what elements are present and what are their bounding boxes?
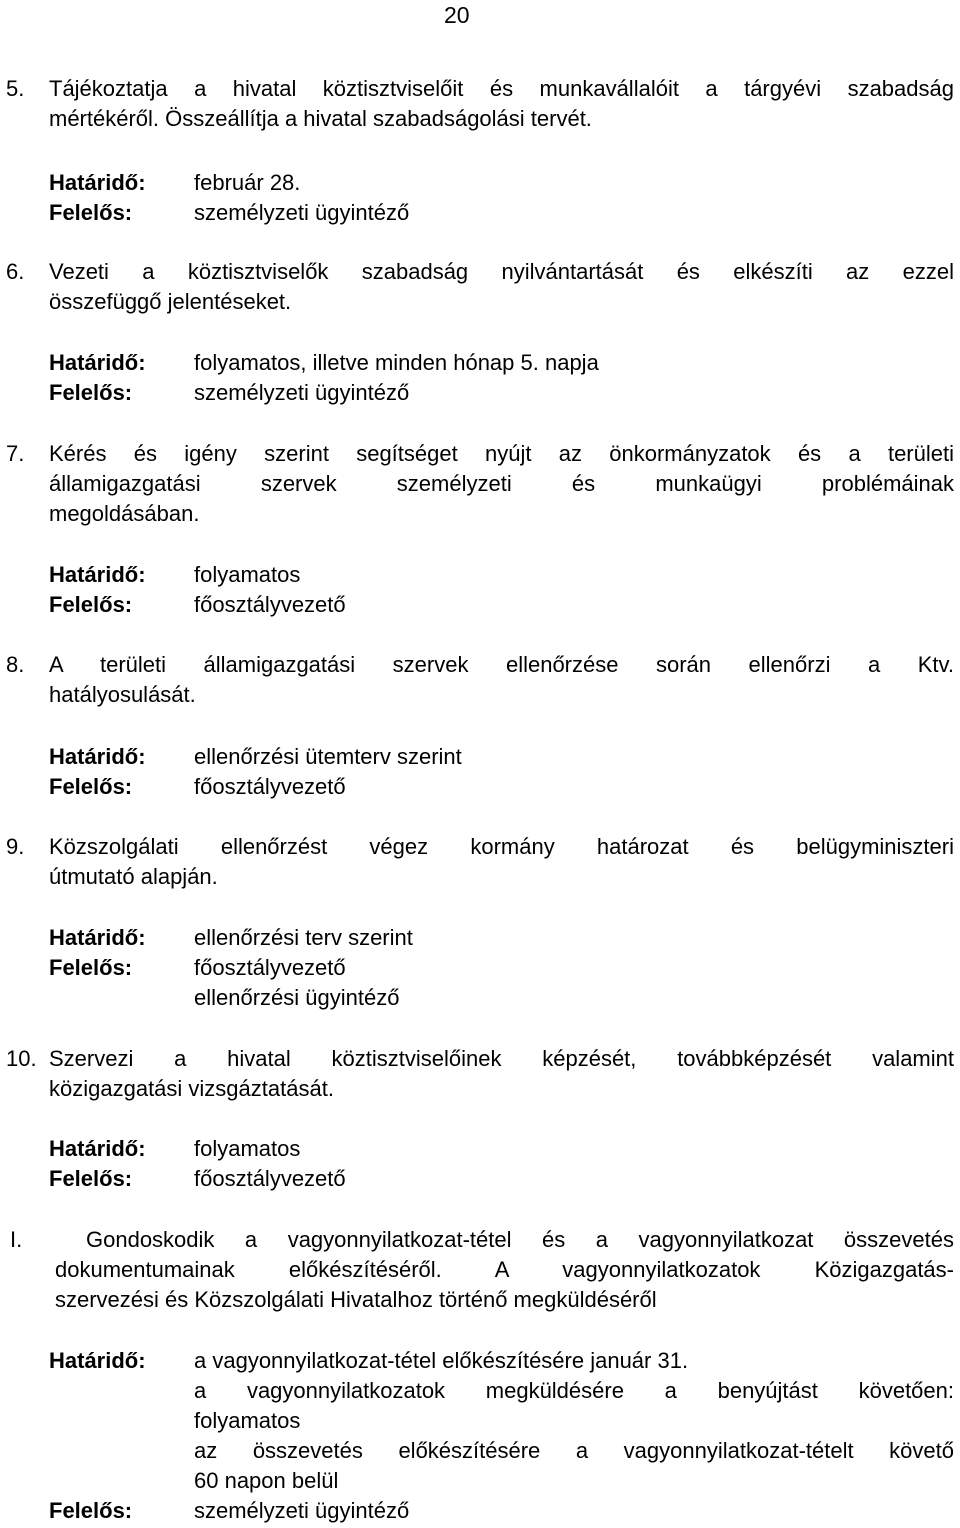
text-line: Szervezi a hivatal köztisztviselőinek képzését, továbbképzését valamint xyxy=(49,1046,954,1071)
text-line: dokumentumainak előkészítéséről. A vagyonnyilatkozatok Közigazgatás- xyxy=(55,1257,954,1282)
deadline-value: a vagyonnyilatkozatok megküldésére a benyújtást követően: xyxy=(194,1378,954,1403)
list-item xyxy=(6,1225,954,1315)
text-line: közigazgatási vizsgáztatását. xyxy=(49,1076,334,1101)
item-text xyxy=(49,832,954,892)
deadline-block xyxy=(49,560,954,620)
text-line: Kérés és igény szerint segítséget nyújt az önkormányzatok és a területi xyxy=(49,441,954,466)
deadline-value: folyamatos xyxy=(194,1408,301,1433)
item-number: 7. xyxy=(6,441,25,466)
list-item xyxy=(6,257,954,317)
text-line: összefüggő jelentéseket. xyxy=(49,289,292,314)
deadline-value: az összevetés előkészítésére a vagyonnyilatkozat-tételt követő xyxy=(194,1438,954,1463)
list-item xyxy=(6,650,954,710)
item-number: 10. xyxy=(6,1046,37,1071)
text-line: mértékéről. Összeállítja a hivatal szabadságolási tervét. xyxy=(49,106,592,131)
responsible-value: személyzeti ügyintéző xyxy=(194,200,410,225)
responsible-value: főosztályvezető xyxy=(194,955,346,980)
list-item xyxy=(6,832,954,892)
deadline-label: Határidő: xyxy=(49,1136,146,1161)
deadline-label: Határidő: xyxy=(49,925,146,950)
item-number: 8. xyxy=(6,652,25,677)
list-item xyxy=(6,439,954,529)
text-line: hatályosulását. xyxy=(49,682,196,707)
text-line: államigazgatási szervek személyzeti és munkaügyi problémáinak xyxy=(49,471,954,496)
deadline-label: Határidő: xyxy=(49,744,146,769)
deadline-value: folyamatos, illetve minden hónap 5. napja xyxy=(194,350,599,375)
responsible-label: Felelős: xyxy=(49,955,133,980)
responsible-value: főosztályvezető xyxy=(194,774,346,799)
deadline-label: Határidő: xyxy=(49,562,146,587)
responsible-label: Felelős: xyxy=(49,1166,133,1191)
item-number: 5. xyxy=(6,76,25,101)
deadline-value: 60 napon belül xyxy=(194,1468,339,1493)
deadline-block xyxy=(49,348,954,408)
responsible-value: főosztályvezető xyxy=(194,1166,346,1191)
deadline-label: Határidő: xyxy=(49,1348,146,1373)
deadline-label: Határidő: xyxy=(49,170,146,195)
item-text xyxy=(49,74,954,134)
text-line: A területi államigazgatási szervek ellenőrzése során ellenőrzi a Ktv. xyxy=(49,652,954,677)
deadline-value: ellenőrzési terv szerint xyxy=(194,925,413,950)
text-line: Vezeti a köztisztviselők szabadság nyilvántartását és elkészíti az ezzel xyxy=(49,259,954,284)
deadline-block xyxy=(49,1134,954,1194)
responsible-value: személyzeti ügyintéző xyxy=(194,1498,410,1523)
responsible-label: Felelős: xyxy=(49,592,133,617)
list-item xyxy=(6,74,954,134)
deadline-value: folyamatos xyxy=(194,562,301,587)
deadline-value: folyamatos xyxy=(194,1136,301,1161)
responsible-label: Felelős: xyxy=(49,1498,133,1523)
responsible-value: ellenőrzési ügyintéző xyxy=(194,985,400,1010)
text-line: útmutató alapján. xyxy=(49,864,218,889)
item-number: 6. xyxy=(6,259,25,284)
responsible-label: Felelős: xyxy=(49,200,133,225)
text-line: szervezési és Közszolgálati Hivatalhoz történő megküldéséről xyxy=(55,1287,657,1312)
deadline-value: a vagyonnyilatkozat-tétel előkészítésére január 31. xyxy=(194,1348,689,1373)
deadline-value: február 28. xyxy=(194,170,301,195)
responsible-value: személyzeti ügyintéző xyxy=(194,380,410,405)
text-line: Gondoskodik a vagyonnyilatkozat-tétel és a vagyonnyilatkozat összevetés xyxy=(86,1227,954,1252)
item-text xyxy=(49,257,954,317)
responsible-label: Felelős: xyxy=(49,380,133,405)
deadline-block xyxy=(49,168,954,228)
item-text xyxy=(49,1044,954,1104)
item-text xyxy=(55,1225,954,1315)
deadline-block xyxy=(49,1346,954,1526)
responsible-label: Felelős: xyxy=(49,774,133,799)
text-line: Tájékoztatja a hivatal köztisztviselőit és munkavállalóit a tárgyévi szabadság xyxy=(49,76,954,101)
page-number: 20 xyxy=(444,2,470,28)
item-number: I. xyxy=(10,1227,23,1252)
deadline-block xyxy=(49,742,954,802)
responsible-value: főosztályvezető xyxy=(194,592,346,617)
list-item xyxy=(6,1044,954,1104)
text-line: megoldásában. xyxy=(49,501,200,526)
deadline-label: Határidő: xyxy=(49,350,146,375)
text-line: Közszolgálati ellenőrzést végez kormány határozat és belügyminiszteri xyxy=(49,834,954,859)
item-number: 9. xyxy=(6,834,25,859)
item-text xyxy=(49,650,954,710)
deadline-value: ellenőrzési ütemterv szerint xyxy=(194,744,462,769)
item-text xyxy=(49,439,954,529)
deadline-block xyxy=(49,923,954,1013)
